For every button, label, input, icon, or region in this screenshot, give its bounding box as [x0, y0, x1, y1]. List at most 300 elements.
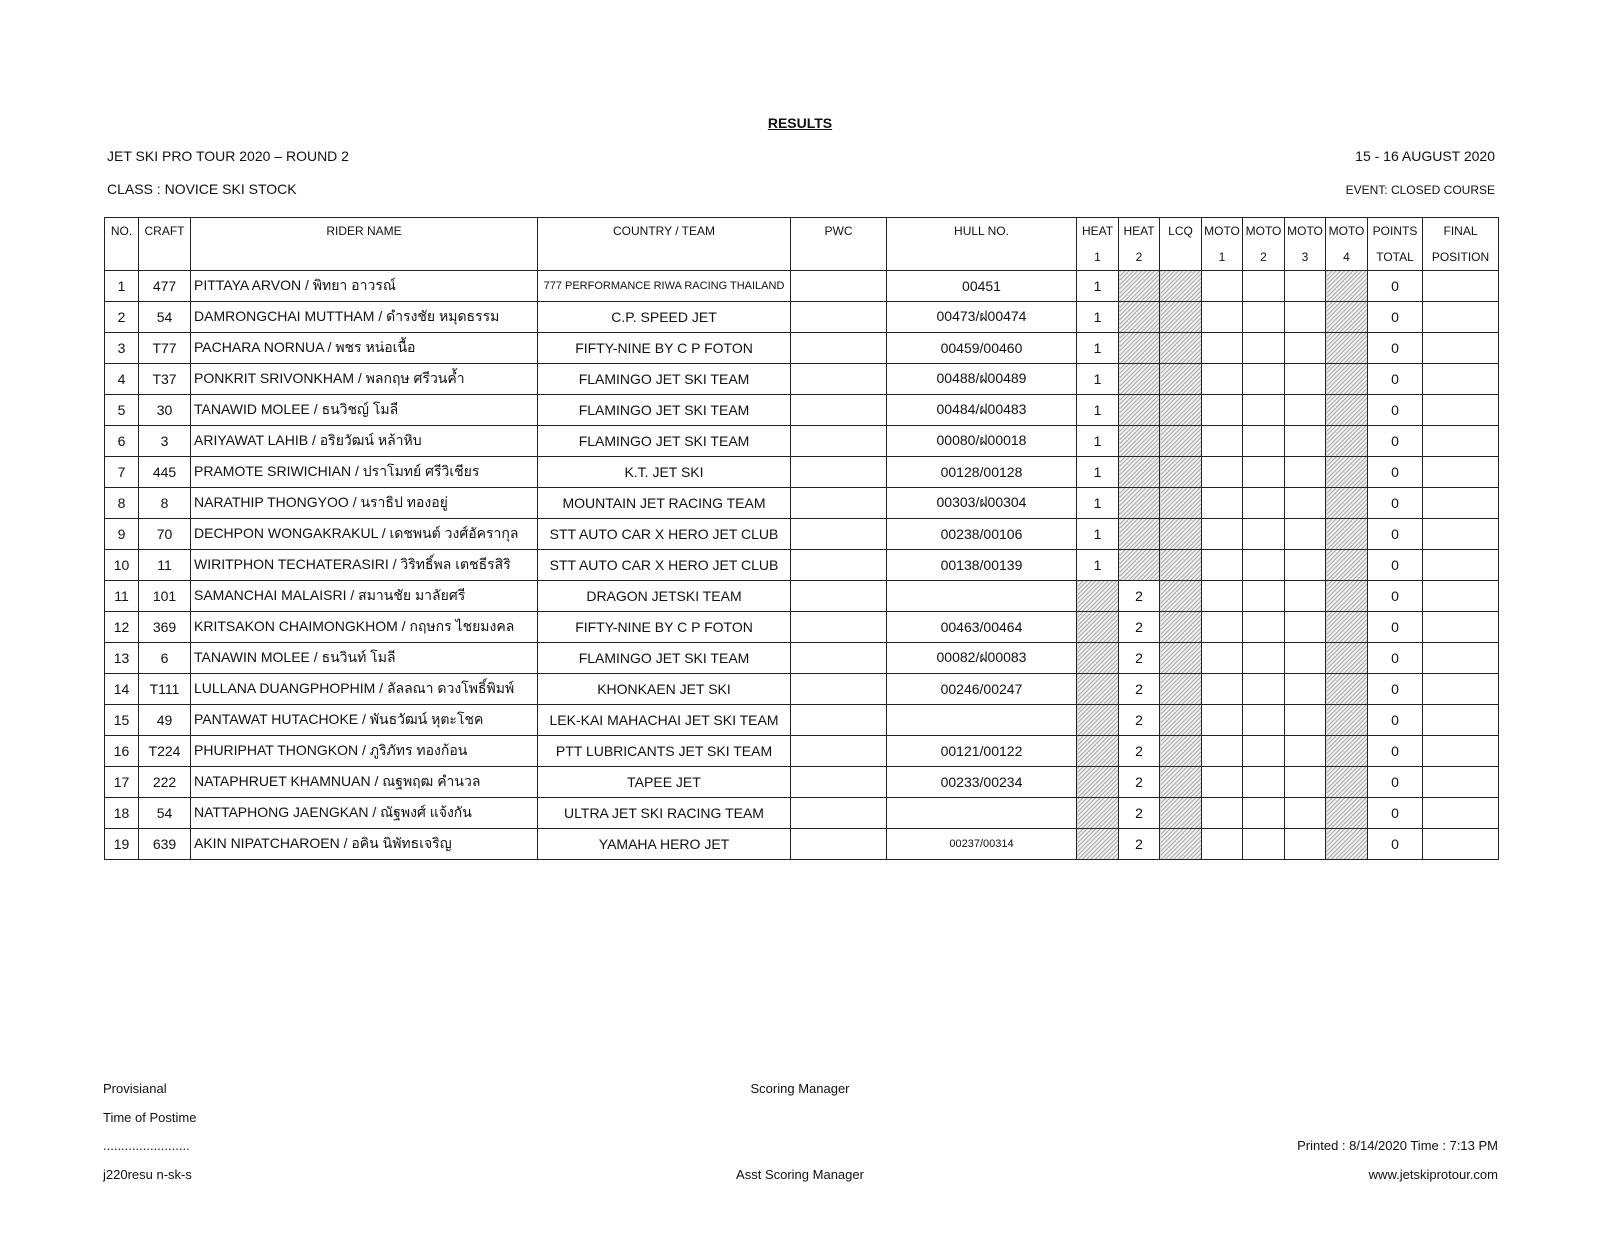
column-header-line1: CRAFT [144, 224, 185, 238]
moto-2-cell [1243, 457, 1285, 488]
moto-1-cell [1202, 581, 1243, 612]
points-total: 0 [1368, 798, 1423, 829]
moto-1-cell [1202, 426, 1243, 457]
final-position [1423, 829, 1499, 860]
lcq-cell [1160, 488, 1202, 519]
table-row [105, 767, 1499, 798]
final-position [1423, 271, 1499, 302]
heat-2-cell [1119, 395, 1160, 426]
moto-4-cell [1326, 736, 1368, 767]
heat-1-cell [1077, 767, 1119, 798]
moto-1-cell [1202, 767, 1243, 798]
row-number: 18 [105, 798, 139, 829]
moto-3-cell [1285, 550, 1326, 581]
final-position [1423, 612, 1499, 643]
column-header-line2 [191, 244, 537, 270]
rider-name: LULLANA DUANGPHOPHIM / ลัลลณา ดวงโพธิ์พิมพ์ [191, 674, 538, 705]
rider-name: KRITSAKON CHAIMONGKHOM / กฤษกร ไชยมงคล [191, 612, 538, 643]
country-team: LEK-KAI MAHACHAI JET SKI TEAM [538, 705, 791, 736]
pwc-cell [791, 798, 887, 829]
heat-2-cell [1119, 519, 1160, 550]
hull-number: 00303/ฝ00304 [887, 488, 1077, 519]
table-row [105, 705, 1499, 736]
moto-3-cell [1285, 612, 1326, 643]
craft-number: 54 [139, 798, 191, 829]
moto-1-cell [1202, 674, 1243, 705]
country-team: KHONKAEN JET SKI [538, 674, 791, 705]
lcq-cell [1160, 333, 1202, 364]
moto-4-cell [1326, 271, 1368, 302]
row-number: 4 [105, 364, 139, 395]
moto-2-cell [1243, 364, 1285, 395]
provisional-label: Provisianal [103, 1081, 167, 1096]
heat-2-cell: 2 [1119, 829, 1160, 860]
country-team: STT AUTO CAR X HERO JET CLUB [538, 519, 791, 550]
pwc-cell [791, 302, 887, 333]
heat-1-cell [1077, 798, 1119, 829]
heat-2-cell [1119, 271, 1160, 302]
moto-1-cell [1202, 271, 1243, 302]
final-position [1423, 333, 1499, 364]
craft-number: 222 [139, 767, 191, 798]
row-number: 12 [105, 612, 139, 643]
heat-1-cell: 1 [1077, 302, 1119, 333]
moto-4-cell [1326, 798, 1368, 829]
hull-number: 00080/ฝ00018 [887, 426, 1077, 457]
website-url: www.jetskiprotour.com [1368, 1167, 1498, 1182]
column-header-line1: HEAT [1123, 224, 1155, 238]
asst-scoring-manager-label: Asst Scoring Manager [736, 1167, 864, 1182]
moto-3-cell [1285, 488, 1326, 519]
moto-3-cell [1285, 395, 1326, 426]
heat-1-cell: 1 [1077, 364, 1119, 395]
column-header-line1: HULL NO. [954, 224, 1009, 238]
moto-4-cell [1326, 550, 1368, 581]
craft-number: T224 [139, 736, 191, 767]
column-header-line2: 2 [1135, 250, 1143, 264]
hull-number: 00237/00314 [887, 829, 1077, 860]
row-number: 19 [105, 829, 139, 860]
moto-3-cell [1285, 302, 1326, 333]
column-header-line2: 1 [1094, 250, 1101, 264]
heat-2-cell [1119, 426, 1160, 457]
points-total: 0 [1368, 519, 1423, 550]
table-row [105, 736, 1499, 767]
results-table [104, 217, 1499, 860]
moto-2-cell [1243, 581, 1285, 612]
moto-1-cell [1202, 550, 1243, 581]
pwc-cell [791, 395, 887, 426]
moto-3-cell [1285, 457, 1326, 488]
hull-number [887, 705, 1077, 736]
hull-number: 00121/00122 [887, 736, 1077, 767]
moto-2-cell [1243, 705, 1285, 736]
heat-2-cell: 2 [1119, 674, 1160, 705]
heat-2-cell [1119, 364, 1160, 395]
heat-2-cell: 2 [1119, 612, 1160, 643]
country-team: DRAGON JETSKI TEAM [538, 581, 791, 612]
rider-name: TANAWIN MOLEE / ธนวินท์ โมลี [191, 643, 538, 674]
column-header-line1: PWC [824, 224, 853, 238]
column-header [1202, 218, 1243, 271]
row-number: 9 [105, 519, 139, 550]
row-number: 3 [105, 333, 139, 364]
final-position [1423, 550, 1499, 581]
column-header [1423, 218, 1499, 271]
hull-number: 00138/00139 [887, 550, 1077, 581]
points-total: 0 [1368, 457, 1423, 488]
rider-name: ARIYAWAT LAHIB / อริยวัฒน์ หล้าหิบ [191, 426, 538, 457]
moto-1-cell [1202, 829, 1243, 860]
moto-1-cell [1202, 395, 1243, 426]
craft-number: 11 [139, 550, 191, 581]
moto-1-cell [1202, 488, 1243, 519]
row-number: 17 [105, 767, 139, 798]
table-row [105, 395, 1499, 426]
country-team: FLAMINGO JET SKI TEAM [538, 364, 791, 395]
final-position [1423, 767, 1499, 798]
craft-number: 3 [139, 426, 191, 457]
column-header-line1: NO. [110, 224, 133, 238]
points-total: 0 [1368, 767, 1423, 798]
moto-3-cell [1285, 581, 1326, 612]
event-name: JET SKI PRO TOUR 2020 – ROUND 2 [107, 148, 349, 164]
column-header [1160, 218, 1202, 271]
column-header-line1: RIDER NAME [326, 224, 402, 238]
final-position [1423, 674, 1499, 705]
country-team: TAPEE JET [538, 767, 791, 798]
pwc-cell [791, 488, 887, 519]
final-position [1423, 426, 1499, 457]
hull-number [887, 581, 1077, 612]
row-number: 7 [105, 457, 139, 488]
moto-3-cell [1285, 674, 1326, 705]
moto-1-cell [1202, 302, 1243, 333]
heat-1-cell [1077, 581, 1119, 612]
moto-4-cell [1326, 395, 1368, 426]
table-row [105, 550, 1499, 581]
page-title: RESULTS [767, 115, 833, 131]
craft-number: 54 [139, 302, 191, 333]
column-header-line2 [538, 244, 790, 270]
column-header-line2: POSITION [1431, 250, 1490, 264]
document-code: j220resu n-sk-s [103, 1167, 192, 1182]
heat-2-cell: 2 [1119, 736, 1160, 767]
final-position [1423, 457, 1499, 488]
heat-2-cell [1119, 457, 1160, 488]
row-number: 8 [105, 488, 139, 519]
rider-name: DECHPON WONGAKRAKUL / เดชพนต์ วงศ์อัครากุล [191, 519, 538, 550]
country-team: 777 PERFORMANCE RIWA RACING THAILAND [538, 271, 791, 302]
final-position [1423, 798, 1499, 829]
table-row [105, 302, 1499, 333]
table-row [105, 457, 1499, 488]
table-row [105, 488, 1499, 519]
column-header-line2: 4 [1343, 250, 1350, 264]
final-position [1423, 705, 1499, 736]
heat-1-cell: 1 [1077, 488, 1119, 519]
rider-name: PONKRIT SRIVONKHAM / พลกฤษ ศรีวนค้ำ [191, 364, 538, 395]
craft-number: T77 [139, 333, 191, 364]
rider-name: PHURIPHAT THONGKON / ภูริภัทร ทองก้อน [191, 736, 538, 767]
country-team: C.P. SPEED JET [538, 302, 791, 333]
table-body [105, 271, 1499, 860]
final-position [1423, 581, 1499, 612]
row-number: 14 [105, 674, 139, 705]
craft-number: 445 [139, 457, 191, 488]
lcq-cell [1160, 271, 1202, 302]
moto-2-cell [1243, 643, 1285, 674]
heat-1-cell [1077, 674, 1119, 705]
time-of-postime-label: Time of Postime [103, 1110, 197, 1125]
moto-2-cell [1243, 519, 1285, 550]
lcq-cell [1160, 736, 1202, 767]
moto-1-cell [1202, 705, 1243, 736]
pwc-cell [791, 736, 887, 767]
moto-4-cell [1326, 364, 1368, 395]
moto-4-cell [1326, 488, 1368, 519]
column-header [1285, 218, 1326, 271]
moto-3-cell [1285, 767, 1326, 798]
class-label: CLASS : NOVICE SKI STOCK [107, 181, 297, 197]
column-header-line1: MOTO [1287, 224, 1323, 238]
heat-1-cell [1077, 643, 1119, 674]
final-position [1423, 364, 1499, 395]
hull-number: 00082/ฝ00083 [887, 643, 1077, 674]
rider-name: PRAMOTE SRIWICHIAN / ปราโมทย์ ศรีวิเชียร [191, 457, 538, 488]
points-total: 0 [1368, 581, 1423, 612]
moto-2-cell [1243, 612, 1285, 643]
hull-number: 00459/00460 [887, 333, 1077, 364]
pwc-cell [791, 364, 887, 395]
pwc-cell [791, 333, 887, 364]
column-header [538, 218, 791, 271]
craft-number: 70 [139, 519, 191, 550]
column-header-line1: LCQ [1168, 224, 1193, 238]
pwc-cell [791, 767, 887, 798]
country-team: FLAMINGO JET SKI TEAM [538, 426, 791, 457]
hull-number: 00238/00106 [887, 519, 1077, 550]
hull-number: 00473/ฝ00474 [887, 302, 1077, 333]
points-total: 0 [1368, 674, 1423, 705]
table-row [105, 333, 1499, 364]
lcq-cell [1160, 767, 1202, 798]
points-total: 0 [1368, 395, 1423, 426]
points-total: 0 [1368, 271, 1423, 302]
points-total: 0 [1368, 612, 1423, 643]
table-row [105, 798, 1499, 829]
column-header [1368, 218, 1423, 271]
points-total: 0 [1368, 829, 1423, 860]
pwc-cell [791, 271, 887, 302]
rider-name: TANAWID MOLEE / ธนวิชญ์ โมลี [191, 395, 538, 426]
event-type: EVENT: CLOSED COURSE [1345, 183, 1495, 197]
heat-2-cell [1119, 488, 1160, 519]
points-total: 0 [1368, 364, 1423, 395]
moto-3-cell [1285, 271, 1326, 302]
moto-2-cell [1243, 736, 1285, 767]
column-header [1119, 218, 1160, 271]
table-row [105, 674, 1499, 705]
pwc-cell [791, 426, 887, 457]
craft-number: 639 [139, 829, 191, 860]
lcq-cell [1160, 364, 1202, 395]
heat-1-cell: 1 [1077, 550, 1119, 581]
rider-name: NARATHIP THONGYOO / นราธิป ทองอยู่ [191, 488, 538, 519]
column-header [1243, 218, 1285, 271]
hull-number: 00484/ฝ00483 [887, 395, 1077, 426]
heat-1-cell: 1 [1077, 519, 1119, 550]
country-team: FLAMINGO JET SKI TEAM [538, 395, 791, 426]
country-team: PTT LUBRICANTS JET SKI TEAM [538, 736, 791, 767]
heat-2-cell: 2 [1119, 581, 1160, 612]
hull-number: 00463/00464 [887, 612, 1077, 643]
row-number: 13 [105, 643, 139, 674]
pwc-cell [791, 705, 887, 736]
table-row [105, 612, 1499, 643]
lcq-cell [1160, 798, 1202, 829]
heat-1-cell: 1 [1077, 426, 1119, 457]
points-total: 0 [1368, 488, 1423, 519]
points-total: 0 [1368, 333, 1423, 364]
moto-4-cell [1326, 426, 1368, 457]
lcq-cell [1160, 612, 1202, 643]
moto-1-cell [1202, 457, 1243, 488]
row-number: 1 [105, 271, 139, 302]
country-team: ULTRA JET SKI RACING TEAM [538, 798, 791, 829]
heat-1-cell: 1 [1077, 395, 1119, 426]
craft-number: 101 [139, 581, 191, 612]
craft-number: 8 [139, 488, 191, 519]
table-row [105, 364, 1499, 395]
lcq-cell [1160, 457, 1202, 488]
column-header [1326, 218, 1368, 271]
lcq-cell [1160, 519, 1202, 550]
column-header-line2: 1 [1218, 250, 1226, 264]
column-header-line1: HEAT [1081, 224, 1114, 238]
pwc-cell [791, 612, 887, 643]
craft-number: 477 [139, 271, 191, 302]
final-position [1423, 302, 1499, 333]
final-position [1423, 519, 1499, 550]
heat-1-cell: 1 [1077, 333, 1119, 364]
pwc-cell [791, 457, 887, 488]
column-header-line2 [139, 244, 190, 270]
heat-1-cell [1077, 612, 1119, 643]
moto-4-cell [1326, 612, 1368, 643]
rider-name: PITTAYA ARVON / พิทยา อาวรณ์ [191, 271, 538, 302]
table-row [105, 519, 1499, 550]
rider-name: PANTAWAT HUTACHOKE / พันธวัฒน์ หุตะโชค [191, 705, 538, 736]
country-team: FIFTY-NINE BY C P FOTON [538, 612, 791, 643]
row-number: 2 [105, 302, 139, 333]
final-position [1423, 395, 1499, 426]
heat-2-cell: 2 [1119, 705, 1160, 736]
moto-3-cell [1285, 705, 1326, 736]
printed-timestamp: Printed : 8/14/2020 Time : 7:13 PM [1297, 1138, 1498, 1153]
moto-3-cell [1285, 643, 1326, 674]
row-number: 11 [105, 581, 139, 612]
column-header-line1: MOTO [1245, 224, 1282, 238]
row-number: 16 [105, 736, 139, 767]
moto-2-cell [1243, 302, 1285, 333]
points-total: 0 [1368, 550, 1423, 581]
heat-2-cell [1119, 302, 1160, 333]
heat-1-cell: 1 [1077, 457, 1119, 488]
moto-1-cell [1202, 643, 1243, 674]
moto-3-cell [1285, 364, 1326, 395]
moto-1-cell [1202, 364, 1243, 395]
moto-2-cell [1243, 333, 1285, 364]
points-total: 0 [1368, 705, 1423, 736]
moto-2-cell [1243, 798, 1285, 829]
moto-1-cell [1202, 798, 1243, 829]
pwc-cell [791, 581, 887, 612]
moto-2-cell [1243, 488, 1285, 519]
column-header-line1: MOTO [1328, 224, 1365, 238]
rider-name: PACHARA NORNUA / พชร หน่อเนื้อ [191, 333, 538, 364]
column-header [791, 218, 887, 271]
craft-number: 6 [139, 643, 191, 674]
rider-name: NATAPHRUET KHAMNUAN / ณฐพฤฒ คำนวล [191, 767, 538, 798]
hull-number: 00451 [887, 271, 1077, 302]
postime-dots: ........................ [103, 1138, 190, 1153]
moto-3-cell [1285, 426, 1326, 457]
column-header-line2 [1160, 244, 1201, 270]
moto-4-cell [1326, 767, 1368, 798]
column-header-line2: 2 [1260, 250, 1267, 264]
heat-1-cell [1077, 829, 1119, 860]
moto-4-cell [1326, 519, 1368, 550]
moto-2-cell [1243, 395, 1285, 426]
hull-number: 00128/00128 [887, 457, 1077, 488]
moto-2-cell [1243, 271, 1285, 302]
column-header [105, 218, 139, 271]
event-date: 15 - 16 AUGUST 2020 [1355, 148, 1495, 164]
row-number: 6 [105, 426, 139, 457]
moto-2-cell [1243, 674, 1285, 705]
country-team: MOUNTAIN JET RACING TEAM [538, 488, 791, 519]
points-total: 0 [1368, 426, 1423, 457]
rider-name: WIRITPHON TECHATERASIRI / วิริทธิ์พล เตชธีรสิริ [191, 550, 538, 581]
lcq-cell [1160, 395, 1202, 426]
moto-4-cell [1326, 643, 1368, 674]
country-team: FLAMINGO JET SKI TEAM [538, 643, 791, 674]
hull-number: 00246/00247 [887, 674, 1077, 705]
lcq-cell [1160, 302, 1202, 333]
column-header [887, 218, 1077, 271]
column-header-line1: FINAL [1443, 224, 1478, 238]
pwc-cell [791, 550, 887, 581]
rider-name: SAMANCHAI MALAISRI / สมานชัย มาลัยศรี [191, 581, 538, 612]
column-header [191, 218, 538, 271]
column-header-line1: POINTS [1372, 224, 1418, 238]
moto-1-cell [1202, 333, 1243, 364]
table-row [105, 271, 1499, 302]
moto-4-cell [1326, 581, 1368, 612]
scoring-manager-label: Scoring Manager [750, 1081, 850, 1096]
points-total: 0 [1368, 736, 1423, 767]
craft-number: T111 [139, 674, 191, 705]
row-number: 10 [105, 550, 139, 581]
table-row [105, 643, 1499, 674]
heat-2-cell: 2 [1119, 798, 1160, 829]
rider-name: AKIN NIPATCHAROEN / อคิน นิพัทธเจริญ [191, 829, 538, 860]
lcq-cell [1160, 550, 1202, 581]
lcq-cell [1160, 426, 1202, 457]
craft-number: 49 [139, 705, 191, 736]
pwc-cell [791, 829, 887, 860]
